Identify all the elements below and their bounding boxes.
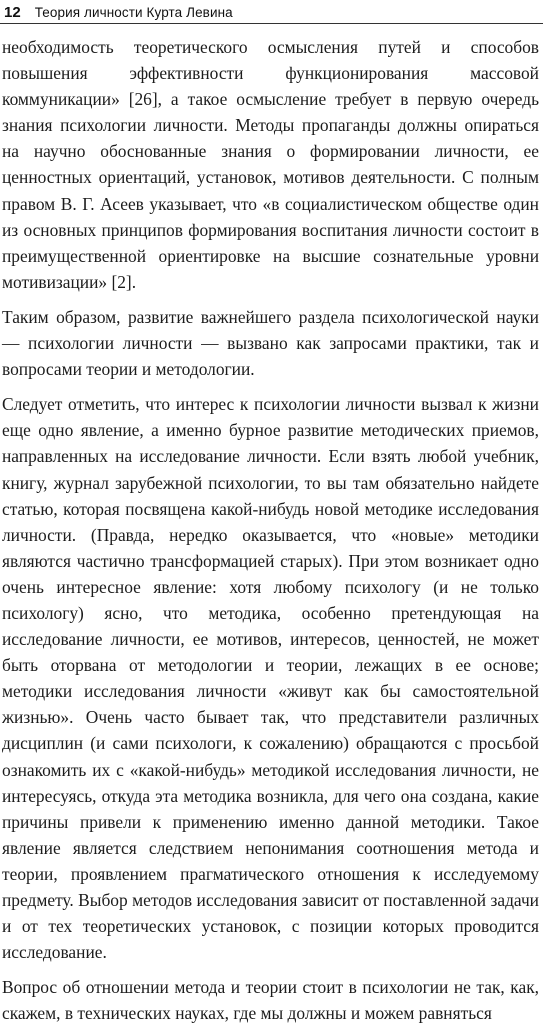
header-rule — [0, 23, 543, 24]
paragraph: Следует отметить, что интерес к психологии личности вызвал к жизни еще одно явление, а именно бурное развитие методических приемов, направленных на исследование личности. Если взять любой учебник, книгу, журнал зарубежной психологии, то вы там обязательно найдете статью, которая посвящена какой-нибудь новой методике исследования личности. (Правда, нередко оказывается, что «новые» методики являются частично трансформацией старых). При этом возникает одно очень интересное явление: хотя любому психологу (и не только психологу) ясно, что методика, особенно претендующая на исследование личности, ее мотивов, интересов, ценностей, не может быть оторвана от методологии и теории, лежащих в ее основе; методики исследования личности «живут как бы самостоятельной жизнью». Очень часто бывает так, что представители различных дисциплин (и сами психологи, к сожалению) обращаются с просьбой ознакомить их с «какой-нибудь» методикой исследования личности, не интересуясь, откуда эта методика возникла, для чего она создана, какие причины привели к применению именно данной методики. Такое явление является следствием непонимания соотношения метода и теории, проявлением прагматического отношения к исследуемому предмету. Выбор методов исследования зависит от поставленной задачи и от тех теоретических установок, с позиции которых проводится исследование. — [2, 394, 539, 963]
running-head — [0, 0, 543, 24]
running-head-title: Теория личности Курта Левина — [34, 4, 233, 20]
paragraph: Таким образом, развитие важнейшего раздела психологической науки — психологии личности — вызвано как запросами практики, так и вопросами теории и методологии. — [2, 306, 539, 380]
paragraph: необходимость теоретического осмысления путей и способов повышения эффективности функционирования массовой коммуникации» [26], а такое осмысление требует в первую очередь знания психологии личности. Методы пропаганды должны опираться на научно обоснованные знания о формировании личности, ее ценностных ориентаций, установок, мотивов деятельности. С полным правом В. Г. Асеев указывает, что «в социалистическом обществе один из основных принципов формирования воспитания личности состоит в преимущественной ориентировке на высшие сознательные уровни мотивизации» [2]. — [2, 37, 539, 292]
body-text — [2, 34, 539, 1026]
paragraph: Вопрос об отношении метода и теории стоит в психологии не так, как, скажем, в технических науках, где мы должны и можем равняться — [2, 977, 539, 1024]
page-number: 12 — [4, 3, 21, 21]
